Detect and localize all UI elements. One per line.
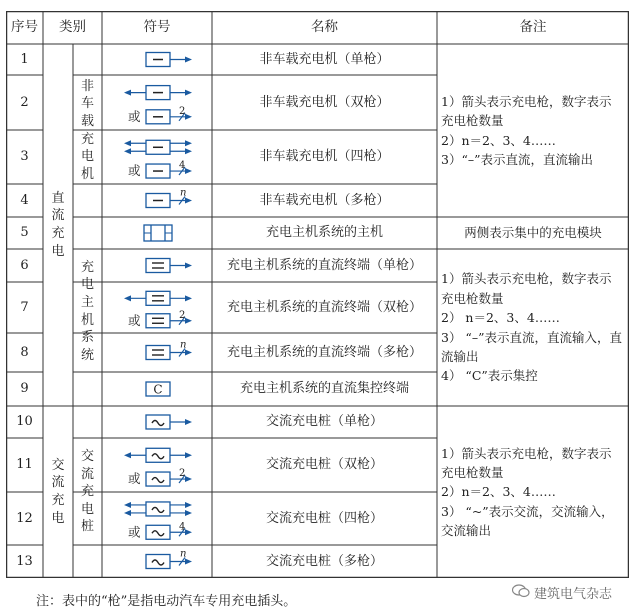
charger-symbol-multi (124, 86, 192, 124)
row-seq: 7 (20, 299, 29, 315)
or-text: 或 (128, 524, 141, 540)
category-char: 充 (51, 226, 65, 241)
header-name: 名称 (311, 19, 338, 36)
wechat-icon (512, 584, 530, 602)
gun-count-n: n (180, 339, 187, 351)
gun-count-2: 2 (179, 468, 186, 480)
row-seq: 13 (16, 553, 33, 569)
category-char: 交 (51, 457, 65, 473)
row-seq: 11 (16, 457, 33, 473)
charger-symbol-multi (146, 340, 192, 360)
row-seq: 6 (20, 257, 29, 273)
category-char: 载 (80, 113, 94, 129)
category-char: 充 (80, 131, 94, 147)
row-name: 交流充电桩（四枪） (265, 510, 383, 526)
row-seq: 12 (16, 510, 33, 526)
charger-symbol (146, 415, 192, 429)
category-char: 非 (80, 78, 94, 94)
category-char: 充 (80, 484, 94, 500)
header-category: 类别 (59, 19, 86, 36)
category-char: 交 (80, 449, 94, 465)
row-name: 非车载充电机（单枪） (259, 51, 390, 67)
row-name: 交流充电桩（单枪） (265, 414, 383, 430)
category-char: 桩 (80, 519, 94, 535)
watermark-text: 建筑电气杂志 (534, 587, 613, 602)
charger-symbol-multi (146, 549, 192, 569)
category-char: 流 (80, 466, 94, 482)
charger-symbol (146, 53, 192, 67)
gun-count-n: n (180, 548, 187, 560)
row-seq: 5 (20, 225, 29, 241)
remark-offboard: 1）箭头表示充电枪，数字表示充电枪数量 2）n＝2、3、4…… 3）“–”表示直流，直流输出 (441, 93, 612, 167)
category-char: 统 (80, 347, 94, 363)
category-char: 机 (80, 166, 94, 182)
remark-ac-post: 1）箭头表示充电枪，数字表示充电枪数量 2）n＝2、3、4…… 3） “~”表示交流，交流输入，交流输出 (441, 445, 614, 539)
gun-count-4: 4 (179, 160, 186, 172)
category-char: 系 (80, 330, 94, 346)
row-seq: 9 (20, 381, 29, 397)
row-name: 充电主机系统的直流集控终端 (239, 381, 409, 397)
row-seq: 1 (20, 51, 29, 67)
gun-count-4: 4 (179, 521, 186, 533)
category-char: 电 (51, 243, 65, 259)
category-char: 车 (80, 96, 94, 112)
or-text: 或 (128, 312, 141, 328)
or-text: 或 (128, 163, 141, 179)
header-seq: 序号 (11, 19, 38, 36)
category-char: 电 (51, 510, 65, 526)
row-name: 交流充电桩（多枪） (265, 553, 383, 569)
remark-host: 两侧表示集中的充电模块 (464, 224, 602, 240)
or-text: 或 (128, 471, 141, 487)
category-char: 直 (51, 190, 65, 206)
row-seq: 10 (16, 414, 33, 430)
gun-count-2: 2 (179, 105, 186, 117)
category-char: 电 (80, 149, 94, 165)
footnote: 注：表中的“枪”是指电动汽车专用充电插头。 (36, 594, 297, 609)
header-remark: 备注 (519, 19, 547, 36)
charger-symbol-multi (124, 140, 192, 178)
row-seq: 3 (20, 149, 29, 165)
charger-symbol-multi (124, 502, 192, 539)
category-char: 电 (80, 501, 94, 517)
host-symbol (144, 225, 172, 241)
category-char: 机 (80, 312, 94, 328)
charger-symbol-multi (124, 448, 192, 486)
row-name: 充电主机系统的直流终端（单枪） (226, 257, 422, 273)
symbol-layer (6, 11, 629, 578)
charger-symbol-multi (146, 188, 192, 208)
category-char: 流 (51, 475, 65, 491)
row-seq: 8 (20, 344, 29, 360)
row-name: 非车载充电机（四枪） (259, 149, 390, 165)
row-seq: 4 (20, 192, 29, 208)
row-name: 非车载充电机（双枪） (259, 94, 390, 110)
header-symbol: 符号 (143, 19, 171, 36)
symbol-table (6, 11, 629, 578)
charger-symbol-multi (124, 291, 192, 327)
category-char: 主 (80, 294, 94, 310)
or-text: 或 (128, 108, 141, 124)
charger-symbol (146, 259, 192, 273)
row-name: 非车载充电机（多枪） (259, 192, 390, 208)
category-char: 充 (51, 493, 65, 508)
row-name: 充电主机系统的直流终端（双枪） (226, 299, 422, 315)
collective-control-letter: C (153, 382, 163, 397)
gun-count-n: n (180, 187, 187, 199)
row-name: 交流充电桩（双枪） (265, 457, 383, 473)
collective-control-symbol (146, 382, 170, 397)
row-seq: 2 (20, 94, 29, 110)
watermark (512, 583, 612, 602)
row-name: 充电主机系统的主机 (265, 225, 383, 241)
remark-dc-terminal: 1）箭头表示充电枪，数字表示充电枪数量 2） n＝2、3、4…… 3） “–”表示直流，直流输入，直流输出 4） “C”表示集控 (441, 271, 622, 384)
category-char: 充 (80, 259, 94, 275)
category-char: 流 (51, 208, 65, 224)
gun-count-2: 2 (179, 309, 186, 321)
category-char: 电 (80, 277, 94, 293)
row-name: 充电主机系统的直流终端（多枪） (226, 344, 422, 360)
